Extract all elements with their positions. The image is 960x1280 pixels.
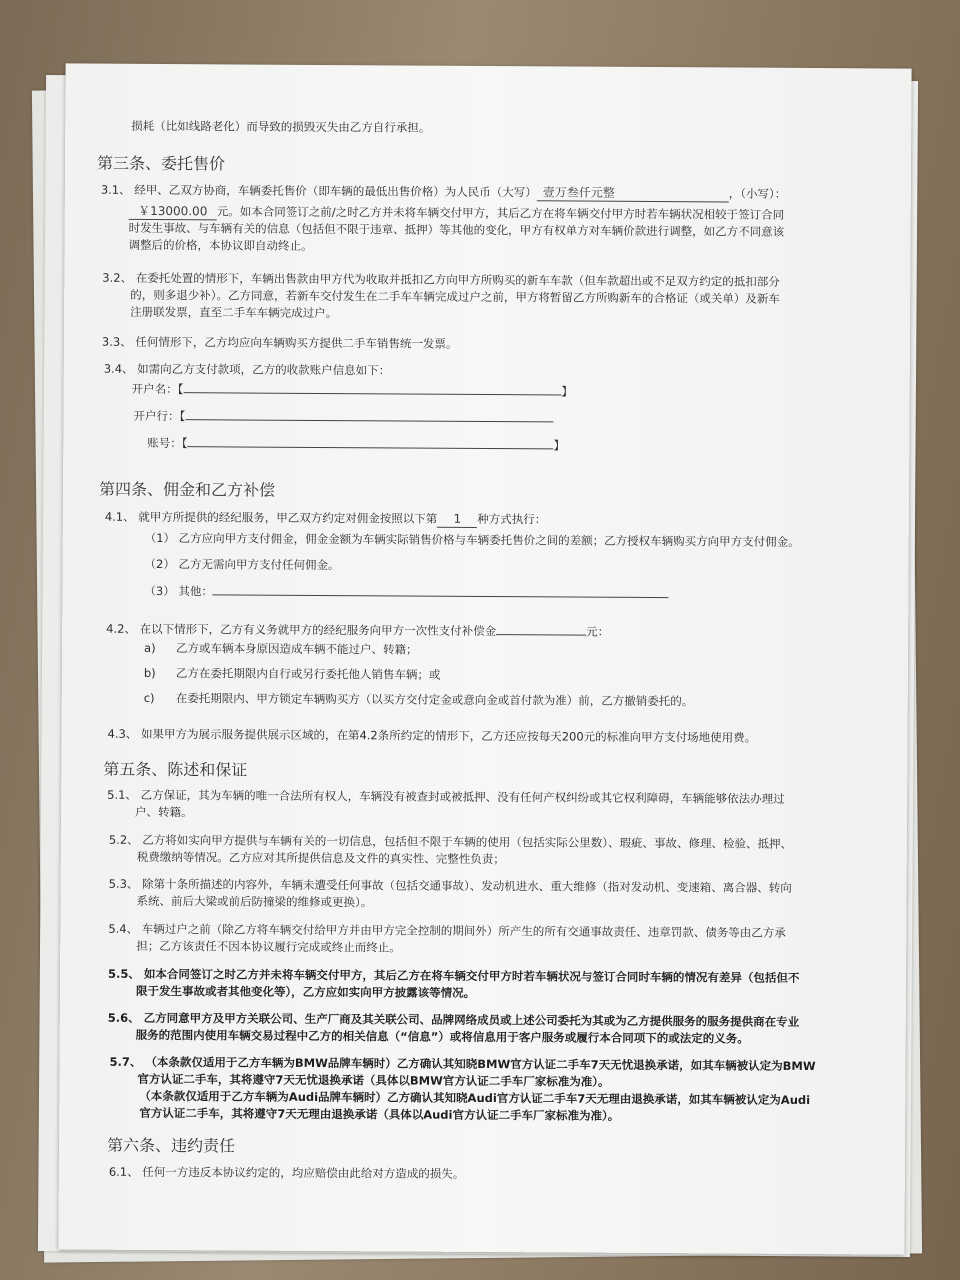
label: （3） 其他： [144, 583, 213, 599]
text: 4.1、 就甲方所提供的经纪服务，甲乙双方约定对佣金按照以下第 [104, 509, 438, 526]
text: 元。如本合同签订之前/之时乙方并未将车辆交付甲方，其后乙方在将车辆交付甲方时若车辆状况相较于签订合同 [216, 204, 785, 222]
text: ，（小写）： [728, 186, 787, 201]
clause-5-2: 5.2、 乙方将如实向甲方提供与车辆有关的一切信息，包括但不限于车辆的使用（包括实际公里数）、瑕疵、事故、修理、检验、抵押、 [108, 832, 793, 851]
account-name-field [183, 380, 561, 395]
option-3 [144, 582, 669, 602]
text-line: 官方认证二手车，其将遵守7天无理由退换承诺（具体以Audi官方认证二手车厂家标准为准）。 [139, 1105, 620, 1123]
clause-4-1 [105, 509, 547, 529]
text-line: 系统、前后大梁或前后防撞梁的维修或更换）。 [136, 893, 373, 910]
list-text: 乙方在委托期限内自行或另行委托他人销售车辆；或 [175, 666, 441, 682]
contract-page [58, 63, 911, 1254]
clause-5-4: 5.4、 车辆过户之前（除乙方将车辆交付给甲方并由甲方完全控制的期间外）所产生的所有交通事故责任、违章罚款、债务等由乙方承 [108, 921, 786, 940]
section-title-6: 第六条、违约责任 [106, 1135, 236, 1156]
price-upper-field: 壹万叁仟元整 [537, 184, 729, 202]
list-label: b) [143, 665, 156, 680]
clause-3-1 [101, 182, 787, 203]
text: 4.2、 在以下情形下，乙方有义务就甲方的经纪服务向甲方一次性支付补偿金 [106, 621, 497, 639]
text-line: 税费缴纳等情况。乙方应对其所提供信息及文件的真实性、完整性负责； [136, 849, 505, 867]
clause-5-3: 5.3、 除第十条所描述的内容外，车辆未遭受任何事故（包括交通事故）、发动机进水、重大维修（指对发动机、变速箱、离合器、转向 [108, 876, 792, 895]
text-line: 时发生事故、与车辆有关的信息（包括但不限于违章、抵押）等其他的变化，甲方有权单方对车辆价款进行调整，如乙方不同意该 [128, 220, 785, 239]
section-title-4: 第四条、佣金和乙方补偿 [98, 479, 276, 500]
text: 3.1、 经甲、乙双方协商，车辆委托售价（即车辆的最低出售价格）为人民币（大写） [100, 182, 537, 200]
label: 账号：【 [147, 435, 188, 451]
text-line: 担；乙方该责任不因本协议履行完成或终止而终止。 [136, 938, 401, 955]
clause-5-7: 5.7、 （本条款仅适用于乙方车辆为BMW品牌车辆时）乙方确认其知晓BMW官方认证二手车7天无忧退换承诺，如其车辆被认定为BMW [109, 1054, 816, 1074]
clause-3-4: 3.4、 如需向乙方支付款项，乙方的收款账户信息如下： [103, 361, 391, 378]
clause-4-2 [106, 620, 609, 640]
clause-6-1: 6.1、 任何一方违反本协议约定的，均应赔偿由此给对方造成的损失。 [108, 1164, 465, 1181]
label: 开户名：【 [131, 381, 184, 397]
text-line: 官方认证二手车，其将遵守7天无忧退换承诺（具体以BMW官方认证二手车厂家标准为准）。 [137, 1071, 610, 1089]
label: 开户行：【 [133, 408, 186, 424]
bracket: 】 [553, 438, 566, 453]
list-item [144, 690, 694, 709]
text-line: 调整后的价格，本协议即自动终止。 [128, 237, 313, 253]
account-number-field [188, 434, 554, 449]
clause-5-1: 5.1、 乙方保证，其为车辆的唯一合法所有权人，车辆没有被查封或被抵押、没有任何产权纠纷或其它权利障碍，车辆能够依法办理过 [107, 787, 785, 806]
text-line: 服务的范围内使用车辆交易过程中乙方的相关信息（“信息”）或将信息用于客户服务或履行本合同项下的或法定的义务。 [135, 1027, 749, 1046]
text: 种方式执行： [477, 511, 547, 527]
clause-4-3: 4.3、 如果甲方为展示服务提供展示区域的，在第4.2条所约定的情形下，乙方还应按每天200元的标准向甲方支付场地使用费。 [107, 726, 757, 745]
text-line: （本条款仅适用于乙方车辆为Audi品牌车辆时）乙方确认其知晓Audi官方认证二手车7天无理由退换承诺，如其车辆被认定为Audi [139, 1088, 811, 1107]
clause-3-2: 3.2、 在委托处置的情形下，车辆出售款由甲方代为收取并抵扣乙方向甲方所购买的新车车款（但车款超出或不足双方约定的抵扣部分 [102, 270, 780, 289]
list-text: 在委托期限内、甲方锁定车辆购买方（以买方交付定金或意向金或首付款为准）前，乙方撤销委托的。 [175, 691, 694, 709]
text-line: 户、转籍。 [135, 804, 193, 820]
compensation-field [496, 622, 586, 636]
option-2: （2） 乙方无需向甲方支付任何佣金。 [144, 556, 340, 573]
text-line: 的，则多退少补）。乙方同意，若新车交付发生在二手车车辆完成过户之前，甲方将暂留乙方所购新车的合格证（或关单）及新车 [130, 287, 780, 306]
clause-5-5: 5.5、 如本合同签订之时乙方并未将车辆交付甲方，其后乙方在将车辆交付甲方时若车辆状况与签订合同时车辆的情况有差异（包括但不 [108, 966, 800, 985]
text: 元： [586, 624, 610, 639]
list-item [144, 640, 418, 658]
text-line: 损耗（比如线路老化）而导致的损毁灭失由乙方自行承担。 [131, 118, 431, 135]
list-label: a) [144, 640, 156, 655]
clause-3-3: 3.3、 任何情形下，乙方均应向车辆购买方提供二手车销售统一发票。 [101, 334, 458, 351]
text-line: 限于发生事故或者其他变化等），乙方应如实向甲方披露该等情况。 [135, 983, 476, 1000]
account-bank-row [133, 407, 553, 427]
section-title-5: 第五条、陈述和保证 [103, 759, 248, 780]
option-1: （1） 乙方应向甲方支付佣金，佣金金额为车辆实际销售价格与车辆委托售价之间的差额；乙方授权车辆购买方向甲方支付佣金。 [144, 530, 800, 549]
account-name-row [132, 380, 573, 400]
list-text: 乙方或车辆本身原因造成车辆不能过户、转籍； [176, 641, 418, 657]
other-field [213, 582, 669, 598]
list-label: c) [143, 690, 155, 705]
commission-choice-field: 1 [437, 511, 477, 528]
account-number-row [147, 434, 565, 454]
text-line: 注册联发票，直至二手车车辆完成过户。 [130, 304, 338, 321]
clause-5-6: 5.6、 乙方同意甲方及甲方关联公司、生产厂商及其关联公司、品牌网络成员或上述公司委托为其或为乙方提供服务的服务提供商在专业 [107, 1010, 800, 1029]
section-title-3: 第三条、委托售价 [96, 153, 226, 174]
list-item [144, 665, 441, 683]
bracket: 】 [561, 384, 573, 399]
price-lower-field: ￥13000.00 [129, 203, 217, 221]
account-bank-field [185, 407, 553, 422]
